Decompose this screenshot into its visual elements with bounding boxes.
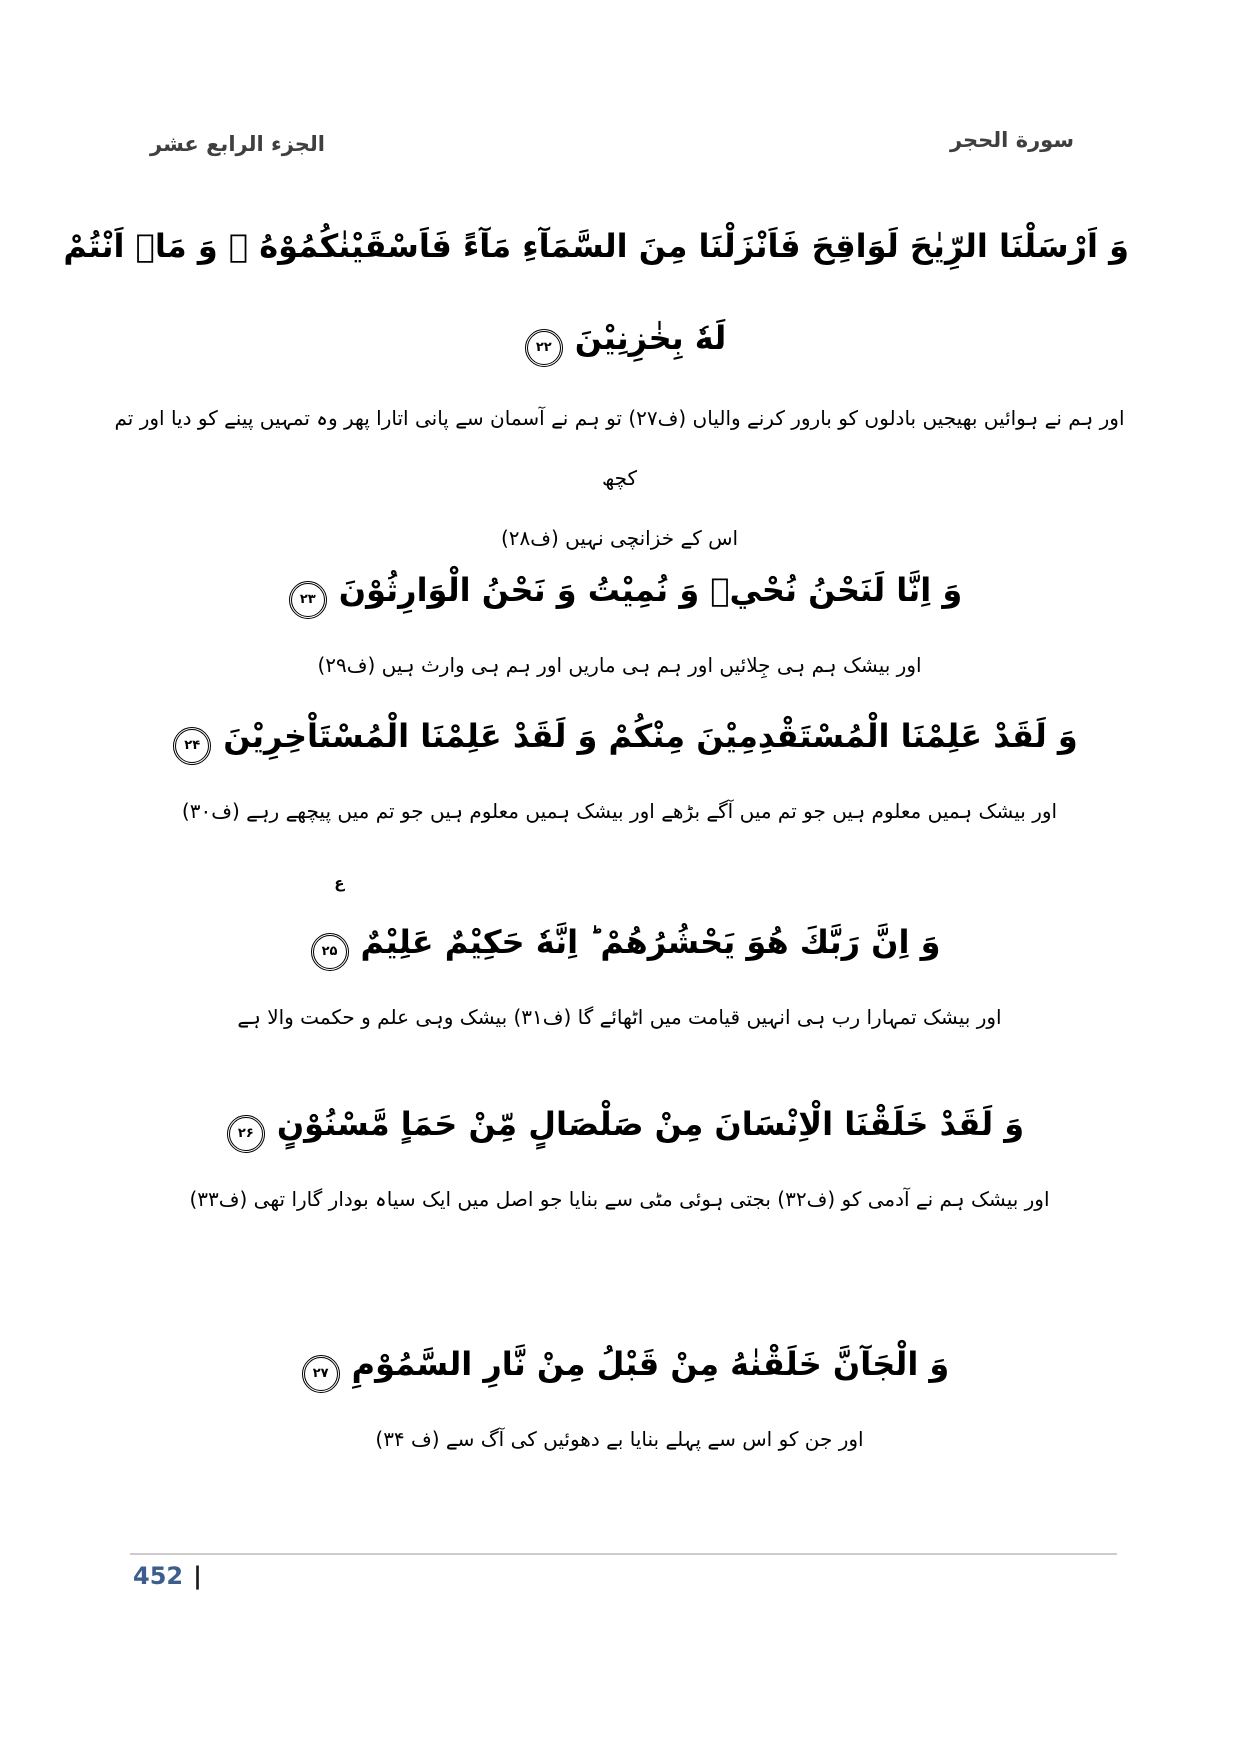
urdu-translation bbox=[110, 782, 1129, 840]
urdu-translation bbox=[110, 636, 1129, 694]
arabic-verse-text: وَ الْجَآنَّ خَلَقْنٰهُ مِنْ قَبْلُ مِنْ نَّارِ السَّمُوْمِ bbox=[351, 1345, 950, 1383]
verse-block bbox=[110, 548, 1129, 694]
urdu-translation-line: اس کے خزانچی نہیں (ف۲۸) bbox=[500, 526, 739, 550]
urdu-translation-line: اور بیشک ہم ہی جِلائیں اور ہم ہی ماریں اور ہم ہی وارث ہیں (ف۲۹) bbox=[317, 653, 922, 677]
arabic-verse-text: وَ اِنَّ رَبَّكَ هُوَ يَحْشُرُهُمْ ؕ اِنَّهٗ حَكِيْمٌ عَلِيْمٌ bbox=[360, 923, 941, 961]
surah-header-calligraphy: سورة الحجر bbox=[949, 128, 1074, 152]
ruku-marker: ع bbox=[334, 874, 345, 892]
footer-divider bbox=[130, 1553, 1117, 1555]
page-number bbox=[133, 1562, 202, 1590]
page-number-value: 452 bbox=[133, 1562, 184, 1590]
arabic-verse-line bbox=[110, 874, 1129, 986]
page-number-separator: | bbox=[193, 1562, 202, 1590]
verse-block bbox=[63, 200, 1129, 568]
arabic-verse-text: وَ لَقَدْ خَلَقْنَا الْاِنْسَانَ مِنْ صَلْصَالٍ مِّنْ حَمَاٍ مَّسْنُوْنٍ bbox=[276, 1105, 1025, 1143]
urdu-translation bbox=[110, 1410, 1129, 1468]
urdu-translation-line: اور ہم نے ہوائیں بھیجیں بادلوں کو بارور کرنے والیاں (ف۲۷) تو ہم نے آسمان سے پانی اتارا پھر وہ تمہیں پینے کو دیا اور تم کچھ bbox=[114, 406, 1125, 490]
urdu-translation-line: اور جن کو اس سے پہلے بنایا بے دھوئیں کی آگ سے (ف ۳۴) bbox=[375, 1427, 864, 1451]
verse-number-medallion: ۲۷ bbox=[302, 1324, 340, 1408]
arabic-verse-line bbox=[110, 1082, 1129, 1168]
arabic-verse-text: وَ اِنَّا لَنَحْنُ نُحْيٖ وَ نُمِيْتُ وَ نَحْنُ الْوَارِثُوْنَ bbox=[338, 571, 963, 609]
arabic-verse-text: وَ لَقَدْ عَلِمْنَا الْمُسْتَقْدِمِيْنَ مِنْكُمْ وَ لَقَدْ عَلِمْنَا الْمُسْتَاْخِرِيْنَ bbox=[223, 717, 1078, 755]
verse-block bbox=[110, 874, 1129, 1046]
urdu-translation bbox=[110, 388, 1129, 568]
verse-number-medallion: ۲۳ bbox=[289, 550, 327, 634]
verse-number-medallion: ۲۶ bbox=[227, 1084, 265, 1168]
urdu-translation bbox=[110, 988, 1129, 1046]
verse-block bbox=[110, 1082, 1129, 1228]
verse-number-medallion: ع ۲۵ bbox=[311, 902, 349, 986]
arabic-verse-text: لَهٗ بِخٰزِنِيْنَ bbox=[574, 319, 727, 357]
verse-number-medallion: ۲۴ bbox=[173, 696, 211, 780]
arabic-verse-text: وَ اَرْسَلْنَا الرِّيٰحَ لَوَاقِحَ فَاَنْزَلْنَا مِنَ السَّمَآءِ مَآءً فَاَسْقَيْنٰكُمُوْهُ ۚ وَ مَاۤ اَنْتُمْ bbox=[63, 227, 1129, 265]
urdu-translation bbox=[110, 1170, 1129, 1228]
arabic-verse-line bbox=[110, 1322, 1129, 1408]
verse-block bbox=[110, 694, 1129, 840]
arabic-verse-line bbox=[110, 548, 1129, 634]
urdu-translation-line: اور بیشک ہم نے آدمی کو (ف۳۲) بجتی ہوئی مٹی سے بنایا جو اصل میں ایک سیاہ بودار گارا تھی (ف۳۳) bbox=[189, 1187, 1050, 1211]
arabic-verse-line bbox=[63, 200, 1129, 292]
urdu-translation-line: اور بیشک ہمیں معلوم ہیں جو تم میں آگے بڑھے اور بیشک ہمیں معلوم ہیں جو تم میں پیچھے رہے (ف۳۰) bbox=[181, 799, 1058, 823]
verse-number-medallion: ۲۲ bbox=[525, 294, 563, 386]
juz-header-calligraphy: الجزء الرابع عشر bbox=[150, 132, 325, 156]
arabic-verse-line bbox=[110, 292, 1129, 386]
arabic-verse-line bbox=[110, 694, 1129, 780]
urdu-translation-line: اور بیشک تمہارا رب ہی انہیں قیامت میں اٹھائے گا (ف۳۱) بیشک وہی علم و حکمت والا ہے bbox=[237, 1005, 1002, 1029]
verse-block bbox=[110, 1322, 1129, 1468]
